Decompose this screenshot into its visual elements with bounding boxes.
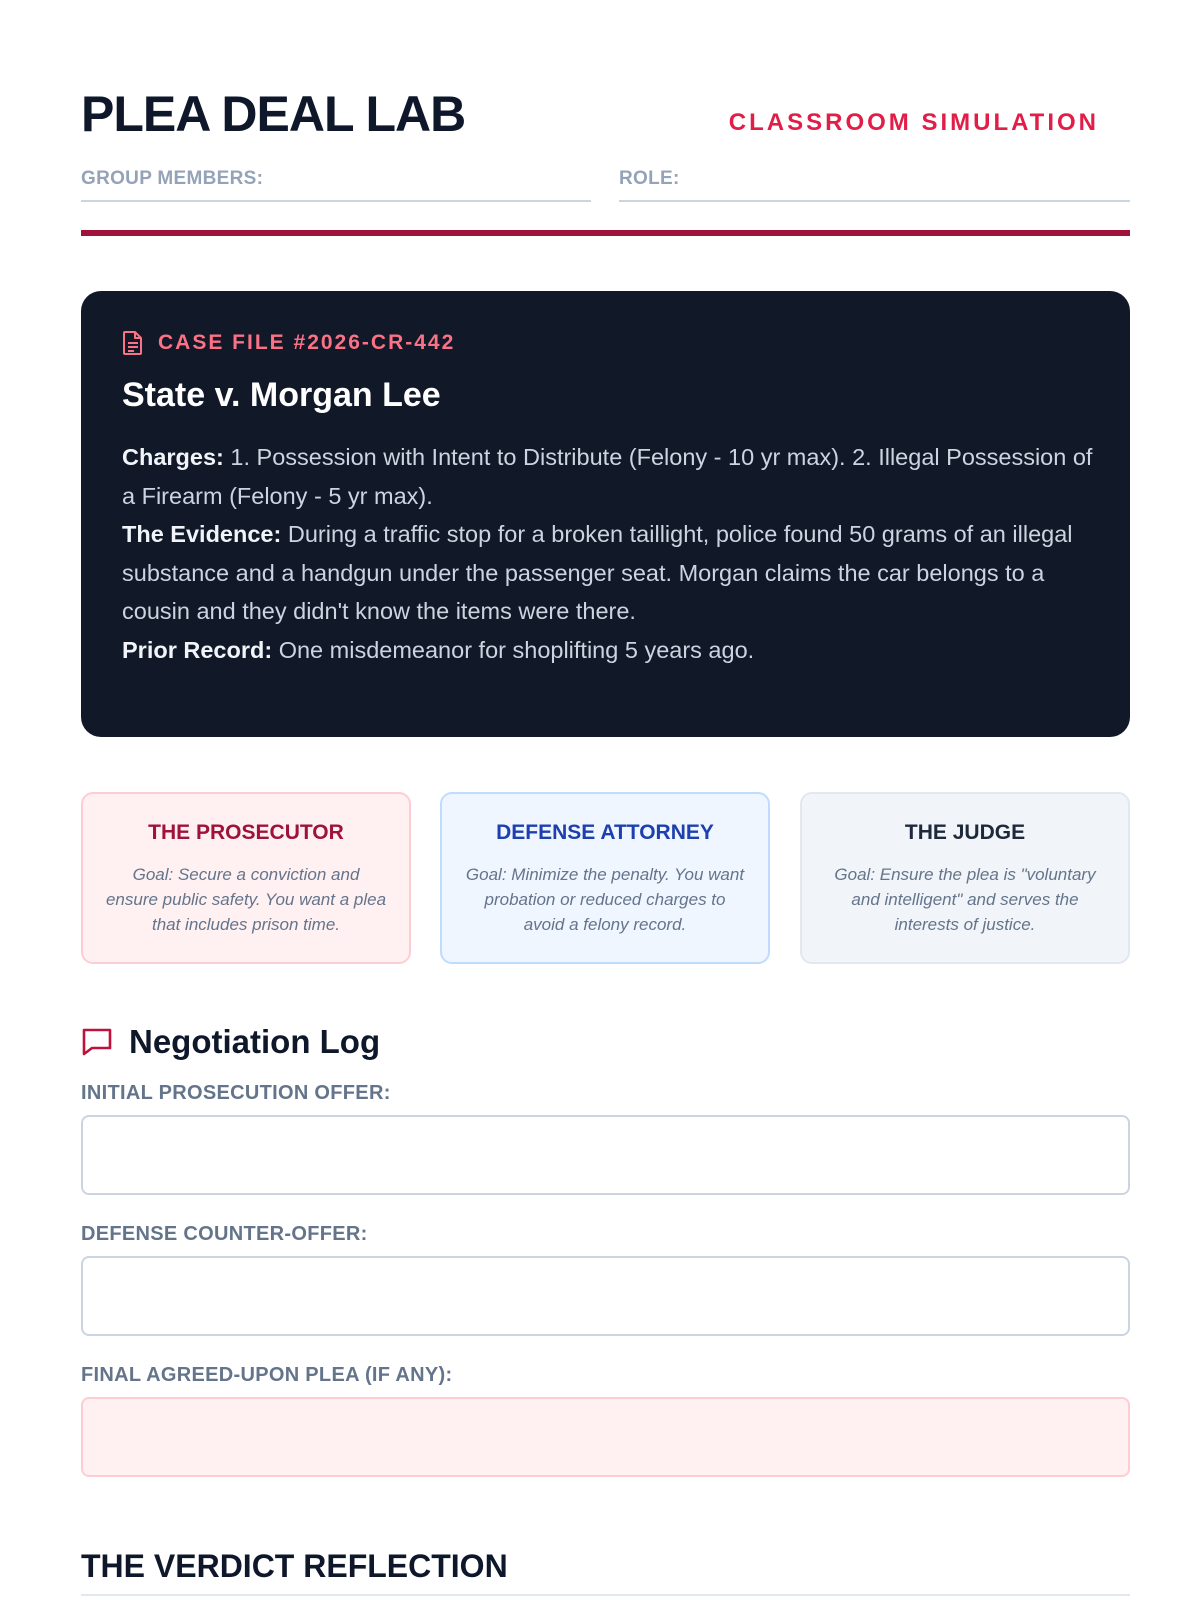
- defense-card: [440, 792, 770, 964]
- record-paragraph: [122, 631, 1097, 670]
- simulation-tag: CLASSROOM SIMULATION: [728, 109, 1099, 136]
- charges-label: Charges:: [122, 444, 224, 470]
- role-field[interactable]: [619, 168, 1130, 202]
- group-members-field[interactable]: [81, 168, 591, 202]
- case-title: State v. Morgan Lee: [122, 376, 441, 414]
- final-plea-input[interactable]: [81, 1397, 1130, 1477]
- initial-offer-label: INITIAL PROSECUTION OFFER:: [81, 1082, 391, 1104]
- prosecutor-goal: Goal: Secure a conviction and ensure public safety. You want a plea that includes prison time.: [105, 865, 387, 934]
- prosecutor-title: THE PROSECUTOR: [148, 821, 344, 844]
- case-file-card: [81, 291, 1130, 737]
- document-icon: [122, 330, 144, 356]
- evidence-paragraph: [122, 515, 1097, 631]
- negotiation-log-title: Negotiation Log: [129, 1023, 381, 1060]
- verdict-reflection-title: THE VERDICT REFLECTION: [81, 1546, 1130, 1596]
- case-file-number: CASE FILE #2026-CR-442: [158, 331, 456, 354]
- final-plea-label: FINAL AGREED-UPON PLEA (IF ANY):: [81, 1364, 453, 1386]
- chat-icon: [81, 1027, 113, 1057]
- header-divider: [81, 230, 1130, 236]
- role-cards: [81, 792, 1130, 964]
- counter-offer-input[interactable]: [81, 1256, 1130, 1336]
- evidence-text: During a traffic stop for a broken taillight, police found 50 grams of an illegal substance and a handgun under the passenger seat. Morgan claims the car belongs to a cousin and they didn't know the items were there.: [122, 521, 1073, 624]
- defense-title: DEFENSE ATTORNEY: [496, 821, 714, 844]
- counter-offer-label: DEFENSE COUNTER-OFFER:: [81, 1223, 368, 1245]
- role-label: ROLE:: [619, 168, 680, 189]
- record-label: Prior Record:: [122, 636, 273, 663]
- defense-goal: Goal: Minimize the penalty. You want probation or reduced charges to avoid a felony record.: [465, 865, 745, 934]
- negotiation-log-heading: [81, 1022, 380, 1062]
- initial-offer-input[interactable]: [81, 1115, 1130, 1195]
- judge-goal: Goal: Ensure the plea is "voluntary and intelligent" and serves the interests of justice.: [834, 865, 1096, 934]
- page-title: PLEA DEAL LAB: [81, 86, 466, 142]
- evidence-label: The Evidence:: [122, 521, 282, 547]
- charges-paragraph: [122, 438, 1097, 515]
- charges-text: 1. Possession with Intent to Distribute (Felony - 10 yr max). 2. Illegal Possession of a Firearm (Felony - 5 yr max).: [122, 444, 1093, 509]
- group-members-label: GROUP MEMBERS:: [81, 168, 264, 189]
- record-text: One misdemeanor for shoplifting 5 years ago.: [272, 636, 755, 663]
- prosecutor-card: [81, 792, 411, 964]
- judge-title: THE JUDGE: [904, 821, 1026, 844]
- judge-card: [800, 792, 1130, 964]
- case-file-heading: [122, 330, 455, 356]
- case-details: [122, 438, 1097, 669]
